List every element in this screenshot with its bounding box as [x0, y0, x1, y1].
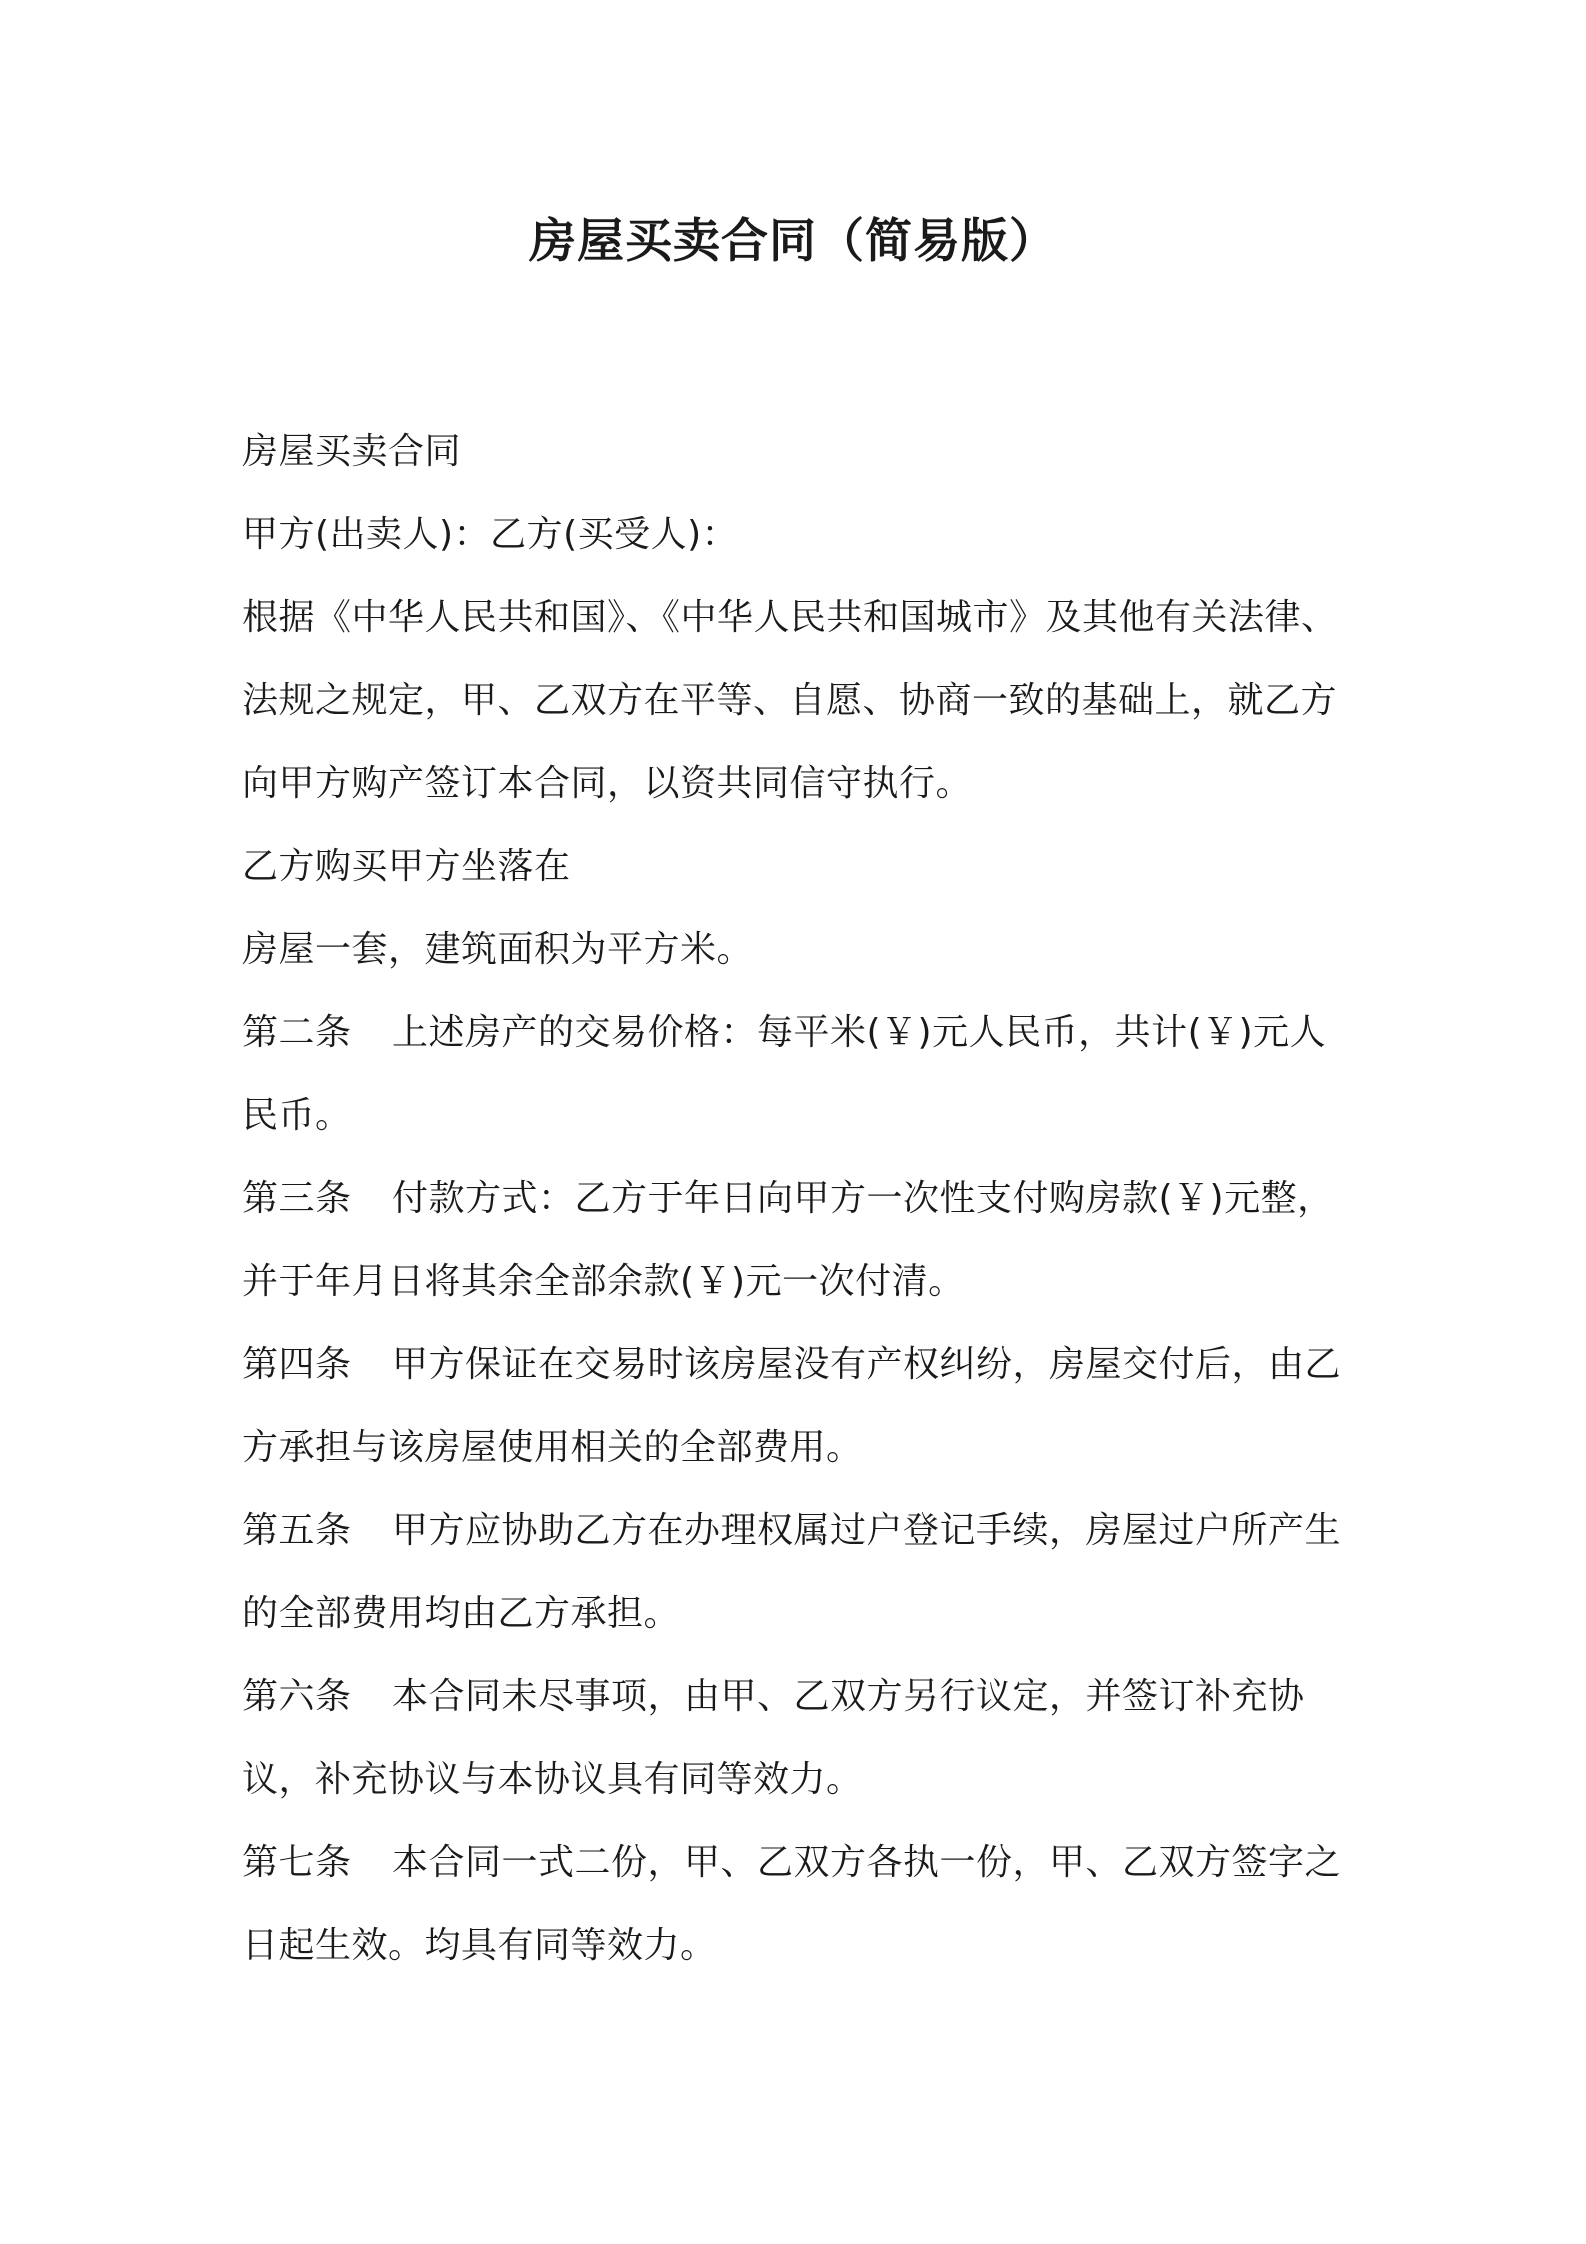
article-text: 本合同未尽事项，由甲、乙双方另行议定，并签订补充协议，补充协议与本协议具有同等效力。	[242, 1676, 1305, 1800]
preamble-paragraph: 根据《中华人民共和国》、《中华人民共和国城市》及其他有关法律、法规之规定，甲、乙双方在平等、自愿、协商一致的基础上，就乙方向甲方购产签订本合同，以资共同信守执行。	[242, 597, 1338, 804]
article-text: 本合同一式二份，甲、乙双方各执一份，甲、乙双方签字之日起生效。均具有同等效力。	[242, 1842, 1342, 1966]
house-area-line: 房屋一套，建筑面积为平方米。	[242, 929, 754, 970]
article-text: 甲方应协助乙方在办理权属过户登记手续，房屋过户所产生的全部费用均由乙方承担。	[242, 1510, 1342, 1634]
article-text: 付款方式：乙方于年日向甲方一次性支付购房款(￥)元整，并于年月日将其余全部余款(￥)元一次付清。	[242, 1178, 1334, 1302]
article-label: 第二条	[242, 1012, 352, 1053]
article-label: 第四条	[242, 1344, 352, 1385]
article-4	[242, 1323, 1357, 1489]
purchase-location-line: 乙方购买甲方坐落在	[242, 846, 571, 887]
article-label: 第六条	[242, 1676, 352, 1717]
article-2	[242, 991, 1357, 1157]
parties-line: 甲方(出卖人)：乙方(买受人)：	[242, 514, 739, 555]
article-text: 甲方保证在交易时该房屋没有产权纠纷，房屋交付后，由乙方承担与该房屋使用相关的全部费用。	[242, 1344, 1342, 1468]
article-6	[242, 1655, 1357, 1821]
article-label: 第三条	[242, 1178, 352, 1219]
article-label: 第五条	[242, 1510, 352, 1551]
article-5	[242, 1489, 1357, 1655]
article-label: 第七条	[242, 1842, 352, 1883]
document-title: 房屋买卖合同（简易版）	[529, 214, 1057, 269]
contract-subtitle: 房屋买卖合同	[242, 431, 462, 472]
article-7	[242, 1821, 1357, 1987]
article-text: 上述房产的交易价格：每平米(￥)元人民币，共计(￥)元人民币。	[242, 1012, 1327, 1136]
article-3	[242, 1157, 1357, 1323]
document-body	[242, 410, 1357, 1987]
